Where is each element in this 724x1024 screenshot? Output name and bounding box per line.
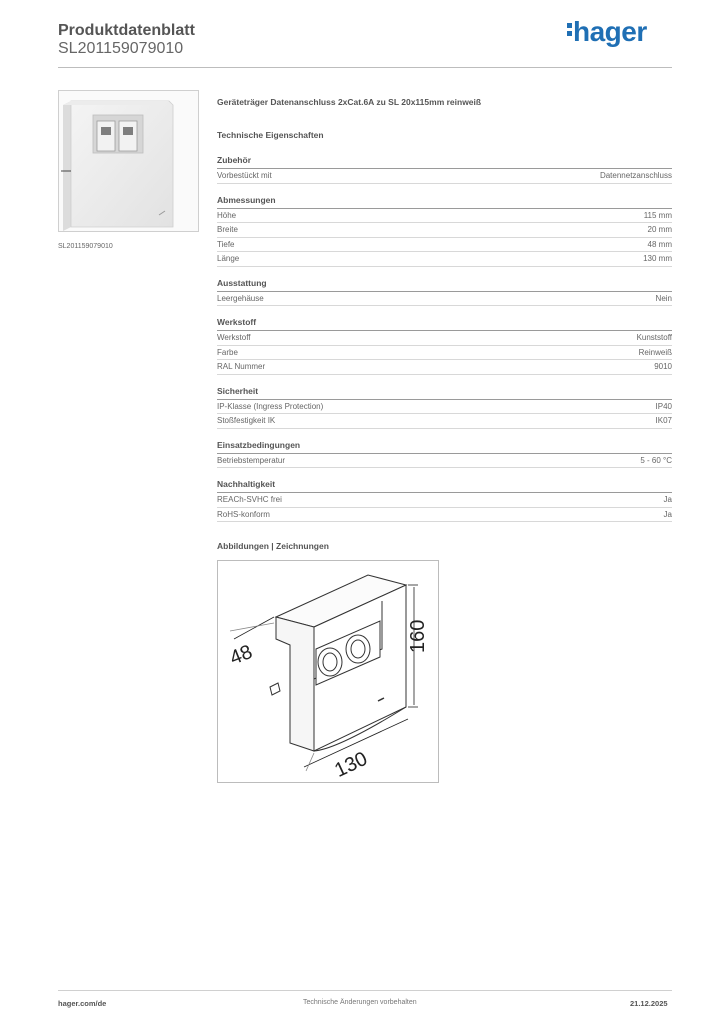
spec-value: Kunststoff <box>636 333 672 342</box>
spec-row <box>217 454 672 469</box>
spec-row <box>217 292 672 307</box>
footer-date: 21.12.2025 <box>630 999 668 1008</box>
spec-row <box>217 346 672 361</box>
spec-value: Ja <box>663 495 672 504</box>
spec-label: Höhe <box>217 210 237 220</box>
spec-row <box>217 252 672 267</box>
spec-label: RAL Nummer <box>217 362 266 371</box>
spec-row <box>217 238 672 253</box>
spec-label: Breite <box>217 225 238 234</box>
spec-group-title: Ausstattung <box>217 278 672 292</box>
dimension-drawing-icon <box>218 561 438 782</box>
spec-row <box>217 209 672 224</box>
spec-value: IK07 <box>655 416 672 425</box>
spec-row <box>217 331 672 346</box>
spec-label: Stoßfestigkeit IK <box>217 416 276 425</box>
spec-group <box>217 278 672 307</box>
spec-row <box>217 508 672 523</box>
spec-group <box>217 479 672 522</box>
spec-group <box>217 386 672 429</box>
product-thumbnail[interactable] <box>58 90 199 232</box>
spec-group-title: Abmessungen <box>217 195 672 209</box>
spec-row <box>217 169 672 184</box>
spec-value: 9010 <box>654 362 672 371</box>
dim-depth-label: 48 <box>226 640 256 670</box>
spec-value: Ja <box>663 509 672 519</box>
spec-value: Datennetzanschluss <box>599 171 672 180</box>
spec-value: 20 mm <box>647 225 672 234</box>
spec-group-title: Werkstoff <box>217 317 672 331</box>
spec-row <box>217 223 672 238</box>
spec-group-title: Zubehör <box>217 155 672 169</box>
spec-label: Werkstoff <box>217 333 251 342</box>
page-title: Produktdatenblatt <box>58 22 195 39</box>
product-photo-icon <box>59 91 199 232</box>
spec-label: IP-Klasse (Ingress Protection) <box>217 401 324 411</box>
technical-drawing[interactable] <box>217 560 439 783</box>
spec-label: RoHS-konform <box>217 509 270 519</box>
thumbnail-caption: SL201159079010 <box>58 243 113 250</box>
spec-label: Länge <box>217 254 240 263</box>
spec-row <box>217 414 672 429</box>
spec-group <box>217 195 672 267</box>
spec-label: Farbe <box>217 347 238 357</box>
footer-note: Technische Änderungen vorbehalten <box>303 999 417 1006</box>
spec-value: 5 - 60 °C <box>640 455 672 465</box>
spec-label: Betriebstemperatur <box>217 455 286 465</box>
dim-length-label: 130 <box>331 747 371 782</box>
spec-group <box>217 440 672 469</box>
section-heading: Technische Eigenschaften <box>217 130 324 140</box>
logo-colon-icon <box>567 20 573 39</box>
spec-value: 115 mm <box>643 210 672 220</box>
spec-group-title: Sicherheit <box>217 386 672 400</box>
spec-group-title: Nachhaltigkeit <box>217 479 672 493</box>
spec-value: 48 mm <box>647 239 672 249</box>
logo-text: hager <box>573 16 647 47</box>
article-number: SL201159079010 <box>58 40 184 57</box>
spec-table <box>217 155 672 533</box>
footer-divider <box>58 990 672 991</box>
spec-label: Leergehäuse <box>217 293 264 303</box>
spec-group <box>217 155 672 184</box>
figures-title: Abbildungen | Zeichnungen <box>217 541 329 551</box>
spec-group <box>217 317 672 375</box>
spec-label: Tiefe <box>217 239 235 249</box>
product-title: Geräteträger Datenanschluss 2xCat.6A zu SL 20x115mm reinweiß <box>217 97 482 107</box>
spec-label: REACh-SVHC frei <box>217 495 282 504</box>
spec-row <box>217 360 672 375</box>
spec-group-title: Einsatzbedingungen <box>217 440 672 454</box>
footer-website-link[interactable]: hager.com/de <box>58 999 107 1008</box>
spec-row <box>217 493 672 508</box>
hager-logo[interactable] <box>567 16 647 48</box>
dim-height-label: 160 <box>407 619 429 653</box>
spec-row <box>217 400 672 415</box>
spec-value: Nein <box>655 293 672 303</box>
spec-value: Reinweiß <box>638 347 672 357</box>
spec-value: IP40 <box>655 401 672 411</box>
spec-value: 130 mm <box>643 254 672 263</box>
header-divider <box>58 67 672 68</box>
spec-label: Vorbestückt mit <box>217 171 272 180</box>
